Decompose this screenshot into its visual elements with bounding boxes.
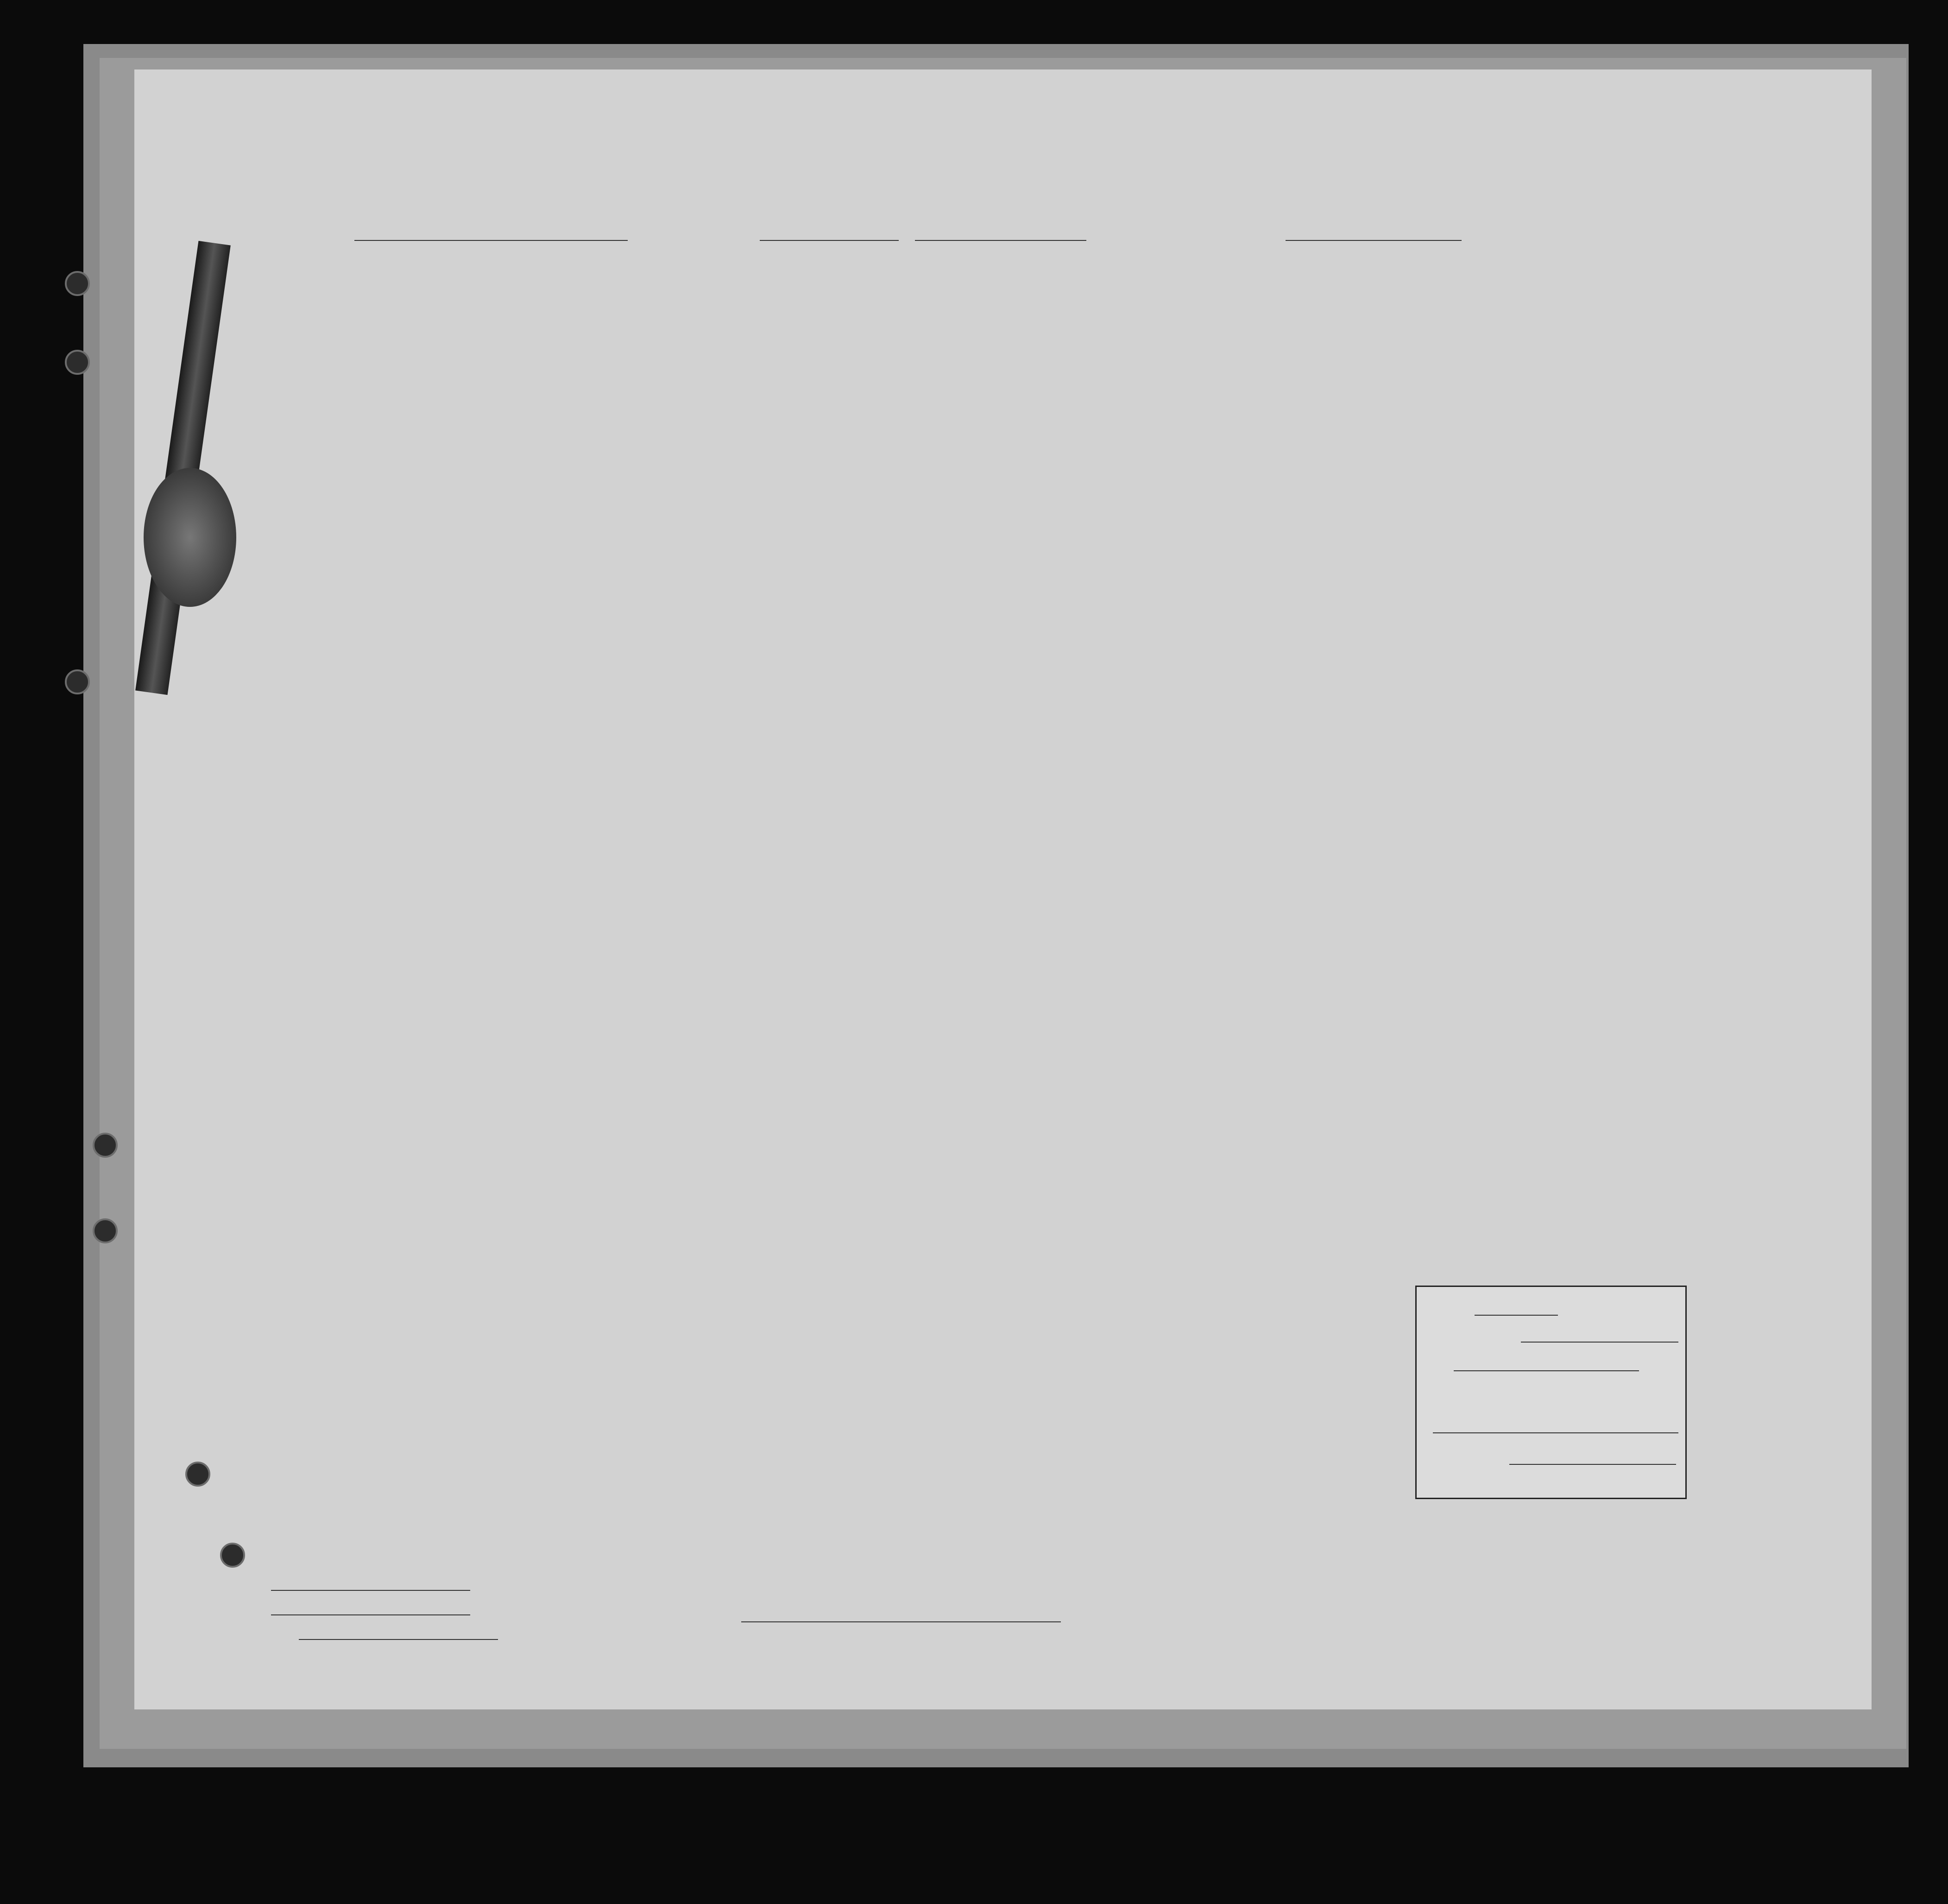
consulate-stamp xyxy=(1415,1286,1687,1499)
